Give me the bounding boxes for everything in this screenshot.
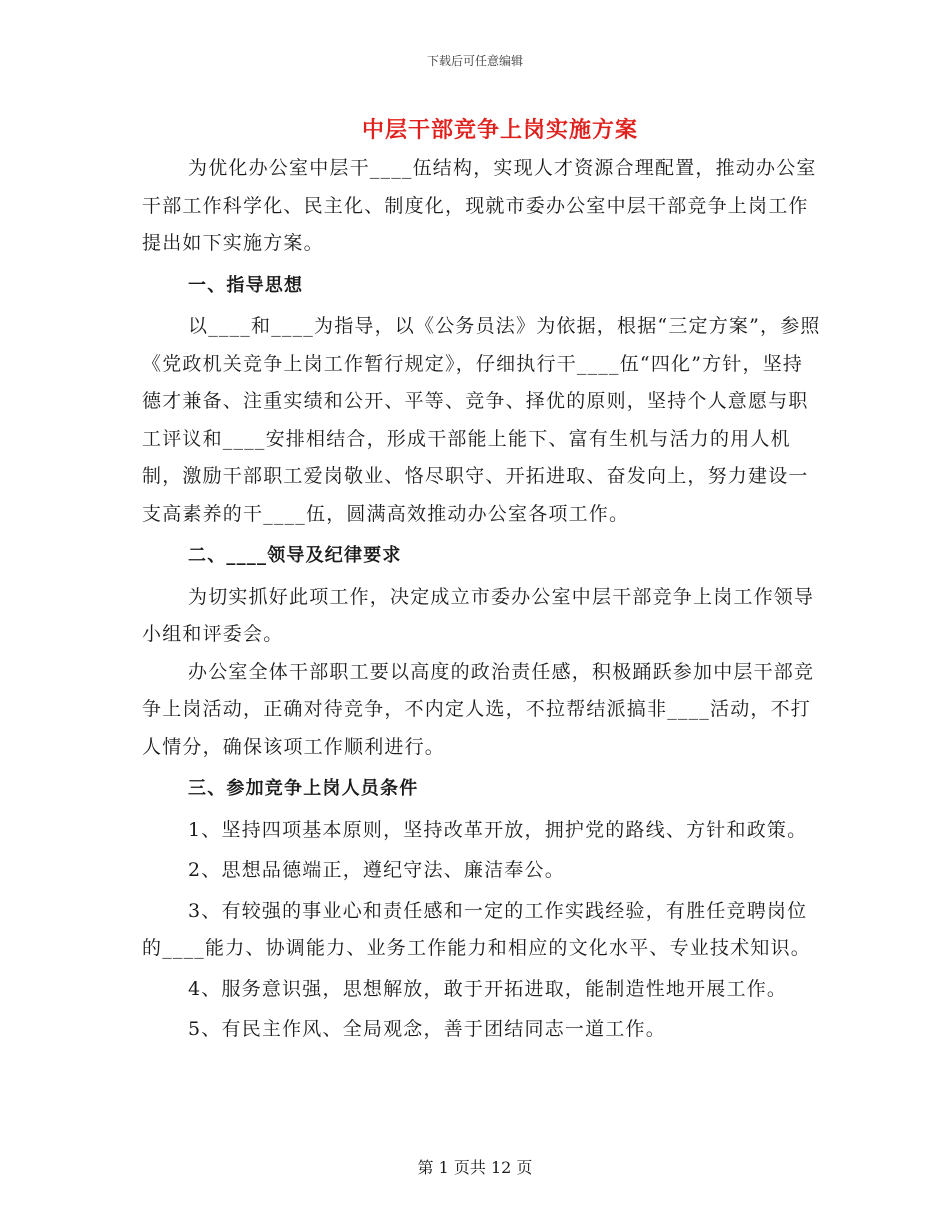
condition-item: 3、有较强的事业心和责任感和一定的工作实践经验，有胜任竞聘岗位的____能力、协调能力、业务工作能力和相应的文化水平、专业技术知识。 [142,899,812,959]
header-note: 下载后可任意编辑 [426,54,523,68]
section-heading-guiding-thought: 一、指导思想 [188,274,304,296]
document-title: 中层干部竞争上岗实施方案 [361,118,638,143]
document-body [142,150,822,1052]
section-paragraph: 为切实抓好此项工作，决定成立市委办公室中层干部竞争上岗工作领导小组和评委会。 [142,585,815,645]
condition-item: 4、服务意识强，思想解放，敢于开拓进取，能制造性地开展工作。 [188,977,788,1000]
condition-item: 2、思想品德端正，遵纪守法、廉洁奉公。 [188,859,565,881]
intro-paragraph: 为优化办公室中层干____伍结构，实现人才资源合理配置，推动办公室干部工作科学化、民主化、制度化，现就市委办公室中层干部竞争上岗工作提出如下实施方案。 [142,157,817,254]
page-number: 第 1 页共 12 页 [417,1158,533,1177]
section-paragraph: 以____和____为指导，以《公务员法》为依据，根据“三定方案”，参照《党政机关竞争上岗工作暂行规定》，仔细执行干____伍“四化”方针，坚持德才兼备、注重实绩和公开、平等、竞争、择优的原则，坚持个人意愿与职工评议和____安排相结合，形成干部能上能下、富有生机与活力的用人机制，激励干部职工爱岗敬业、恪尽职守、开拓进取、奋发向上，努力建设一支高素养的干____伍，圆满高效推动办公室各项工作。 [142,315,821,525]
condition-item: 1、坚持四项基本原则，坚持改革开放，拥护党的路线、方针和政策。 [188,818,808,841]
section-heading-conditions: 三、参加竞争上岗人员条件 [188,778,419,799]
condition-item: 5、有民主作风、全局观念，善于团结同志一道工作。 [188,1018,666,1040]
section-paragraph: 办公室全体干部职工要以高度的政治责任感，积极踊跃参加中层干部竞争上岗活动，正确对待竞争，不内定人选，不拉帮结派搞非____活动，不打人情分，确保该项工作顺利进行。 [142,660,815,758]
section-heading-leadership: 二、____领导及纪律要求 [188,545,402,566]
